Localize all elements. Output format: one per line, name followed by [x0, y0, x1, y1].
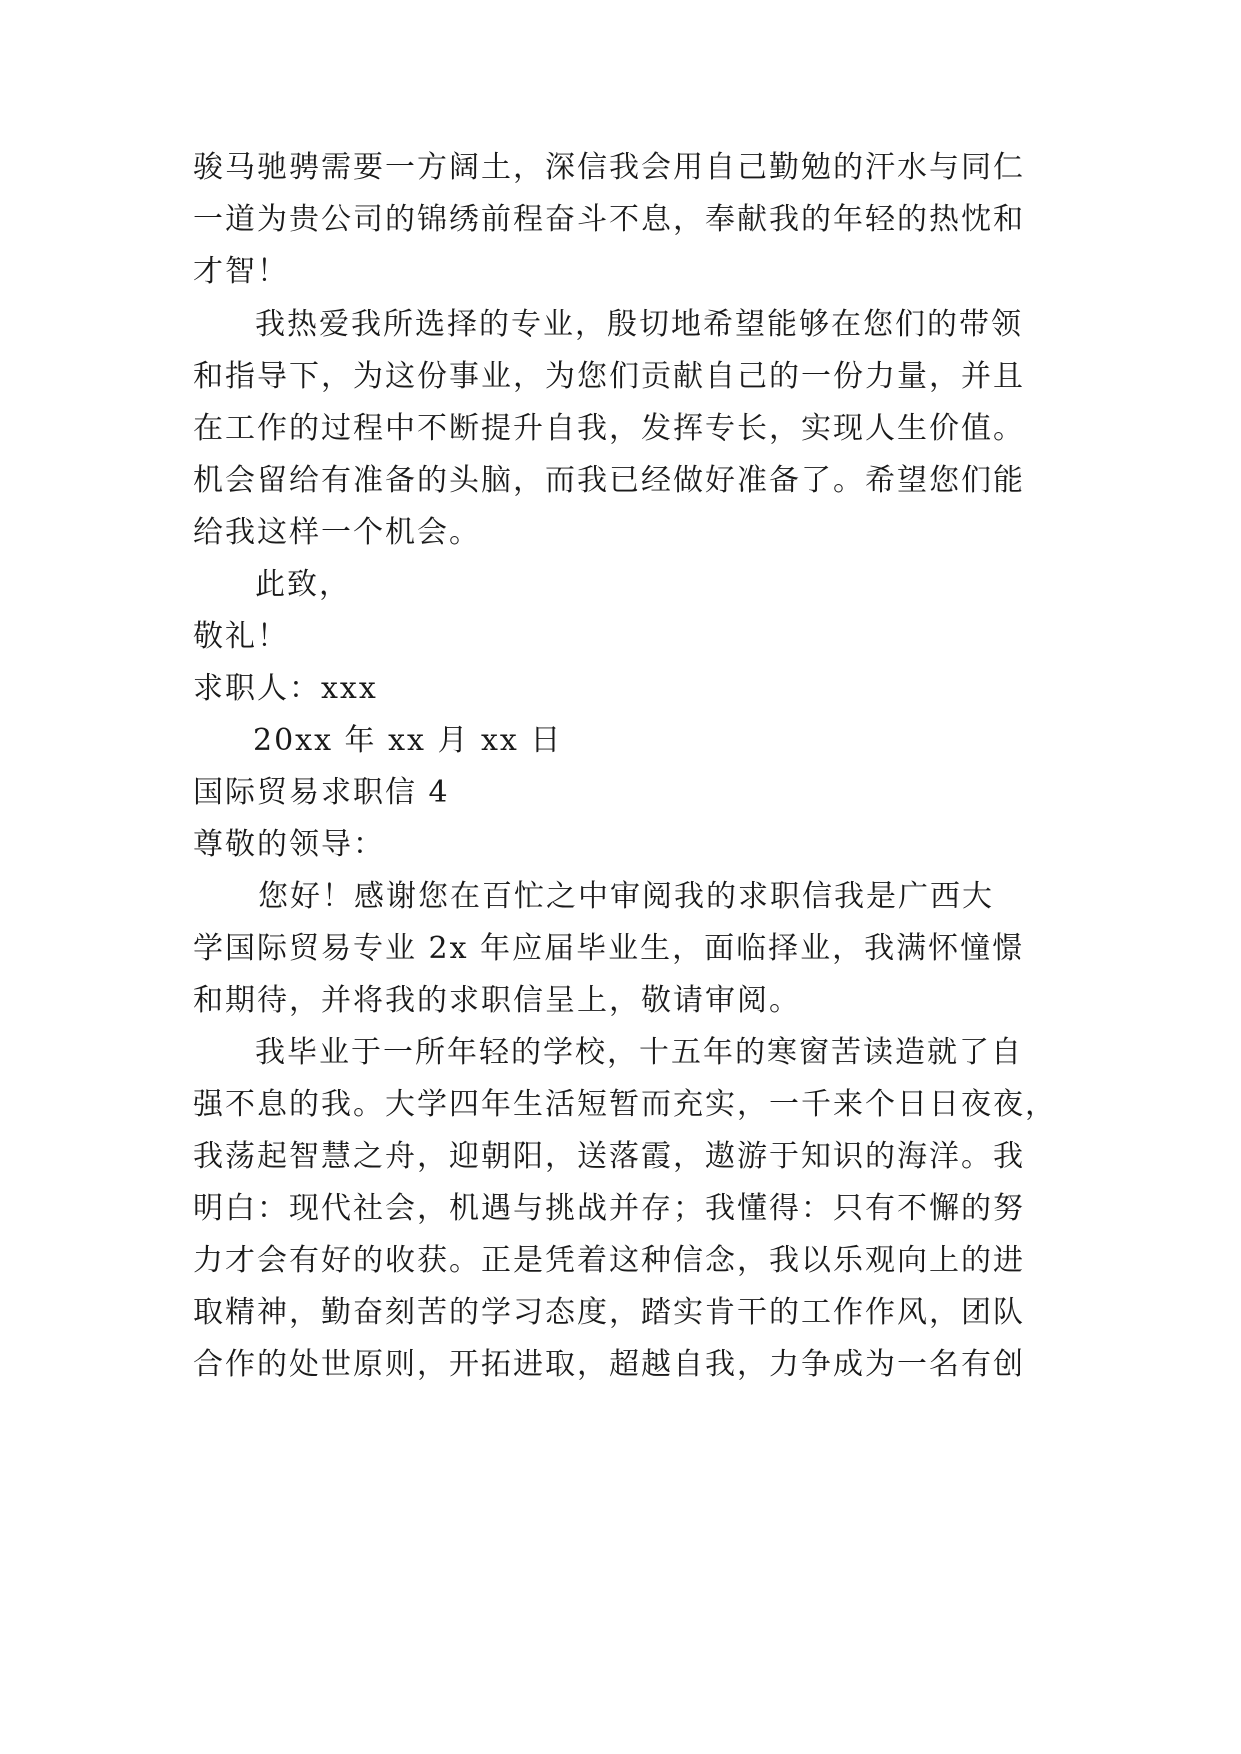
section-heading: 国际贸易求职信 4 — [193, 775, 450, 810]
text-line: 合作的处世原则，开拓进取，超越自我，力争成为一名有创 — [193, 1347, 1025, 1382]
closing-salutation: 此致， — [255, 567, 351, 602]
text-line: 骏马驰骋需要一方阔土，深信我会用自己勤勉的汗水与同仁 — [193, 150, 1025, 185]
text-line: 和期待，并将我的求职信呈上，敬请审阅。 — [193, 983, 801, 1018]
text-line: 给我这样一个机会。 — [193, 515, 481, 550]
text-line: 学国际贸易专业 2x 年应届毕业生，面临择业，我满怀憧憬 — [193, 931, 1025, 966]
letter-date: 20xx 年 xx 月 xx 日 — [253, 723, 563, 758]
text-line: 和指导下，为这份事业，为您们贡献自己的一份力量，并且 — [193, 359, 1025, 394]
text-line: 明白：现代社会，机遇与挑战并存；我懂得：只有不懈的努 — [193, 1191, 1025, 1226]
text-line: 在工作的过程中不断提升自我，发挥专长，实现人生价值。 — [193, 411, 1025, 446]
paragraph-start-line: 我毕业于一所年轻的学校，十五年的寒窗苦读造就了自 — [255, 1035, 1023, 1070]
text-line: 取精神，勤奋刻苦的学习态度，踏实肯干的工作作风，团队 — [193, 1295, 1025, 1330]
paragraph-start-line: 我热爱我所选择的专业，殷切地希望能够在您们的带领 — [255, 307, 1023, 342]
text-line: 我荡起智慧之舟，迎朝阳，送落霞，遨游于知识的海洋。我 — [193, 1139, 1025, 1174]
text-line: 强不息的我。大学四年生活短暂而充实，一千来个日日夜夜， — [193, 1087, 1057, 1122]
paragraph-start-line: 您好！感谢您在百忙之中审阅我的求职信我是广西大 — [258, 879, 994, 914]
closing-regards: 敬礼！ — [193, 619, 289, 654]
text-line: 一道为贵公司的锦绣前程奋斗不息，奉献我的年轻的热忱和 — [193, 202, 1025, 237]
applicant-signature: 求职人：xxx — [193, 671, 378, 706]
text-line: 才智！ — [193, 254, 289, 289]
text-line: 力才会有好的收获。正是凭着这种信念，我以乐观向上的进 — [193, 1243, 1025, 1278]
text-line: 机会留给有准备的头脑，而我已经做好准备了。希望您们能 — [193, 463, 1025, 498]
letter-greeting: 尊敬的领导： — [193, 827, 385, 862]
